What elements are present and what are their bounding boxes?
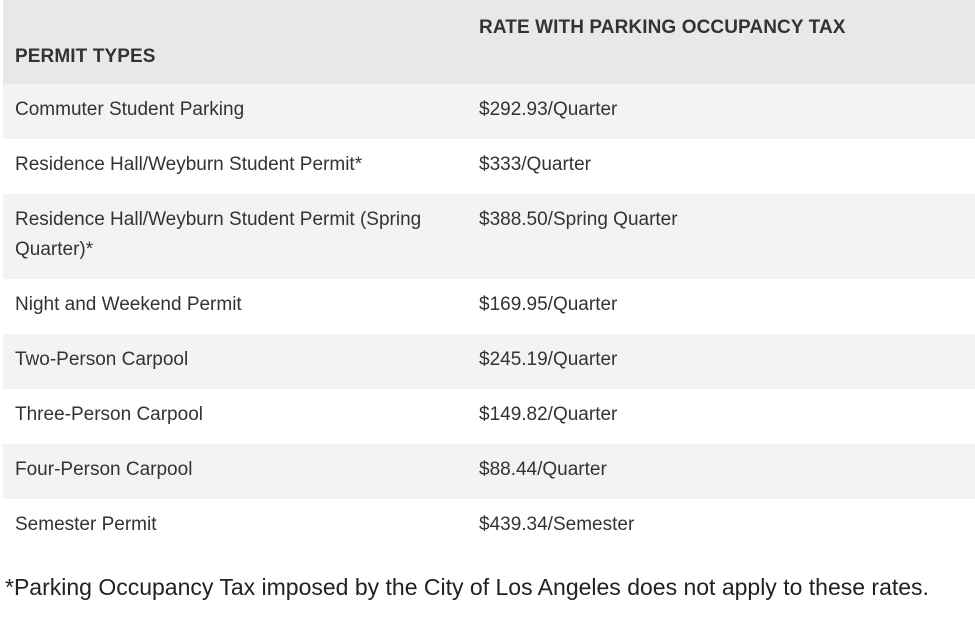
rate-text: $245.19/Quarter [479, 349, 618, 370]
table-header [3, 0, 975, 84]
rate-text: $292.93/Quarter [479, 99, 618, 120]
rate-cell [467, 194, 975, 279]
table-row [3, 499, 975, 554]
table-row [3, 444, 975, 499]
header-permit-types: PERMIT TYPES [15, 46, 156, 67]
permit-type-text: Residence Hall/Weyburn Student Permit (Spring Quarter)* [15, 209, 422, 260]
permit-type-text: Commuter Student Parking [15, 99, 245, 120]
table-row [3, 84, 975, 139]
header-rate: RATE WITH PARKING OCCUPANCY TAX [479, 17, 846, 38]
table-row [3, 334, 975, 389]
table-row [3, 194, 975, 279]
rate-text: $388.50/Spring Quarter [479, 209, 678, 230]
permit-type-text: Three-Person Carpool [15, 404, 203, 425]
permit-type-text: Residence Hall/Weyburn Student Permit* [15, 154, 363, 175]
permit-rates-table [3, 0, 975, 554]
rate-cell [467, 499, 975, 554]
table-row [3, 139, 975, 194]
table-row [3, 389, 975, 444]
rate-text: $149.82/Quarter [479, 404, 618, 425]
rate-cell [467, 334, 975, 389]
rate-text: $333/Quarter [479, 154, 591, 175]
rate-cell [467, 84, 975, 139]
permit-type-cell [3, 334, 467, 389]
permit-type-text: Semester Permit [15, 514, 157, 535]
permit-type-text: Four-Person Carpool [15, 459, 193, 480]
permit-type-text: Two-Person Carpool [15, 349, 189, 370]
rate-text: $88.44/Quarter [479, 459, 607, 480]
rate-text: $169.95/Quarter [479, 294, 618, 315]
permit-type-cell [3, 279, 467, 334]
rate-text: $439.34/Semester [479, 514, 635, 535]
permit-type-cell [3, 444, 467, 499]
table-row [3, 279, 975, 334]
permit-type-cell [3, 194, 467, 279]
footnote: *Parking Occupancy Tax imposed by the City of Los Angeles does not apply to these rates. [5, 574, 929, 600]
table-header-row [3, 0, 975, 84]
rate-cell [467, 389, 975, 444]
rate-cell [467, 139, 975, 194]
permit-type-cell [3, 499, 467, 554]
rate-cell [467, 444, 975, 499]
table-body [3, 84, 975, 554]
permit-type-cell [3, 139, 467, 194]
permit-type-text: Night and Weekend Permit [15, 294, 242, 315]
permit-type-cell [3, 84, 467, 139]
permit-type-cell [3, 389, 467, 444]
rate-cell [467, 279, 975, 334]
